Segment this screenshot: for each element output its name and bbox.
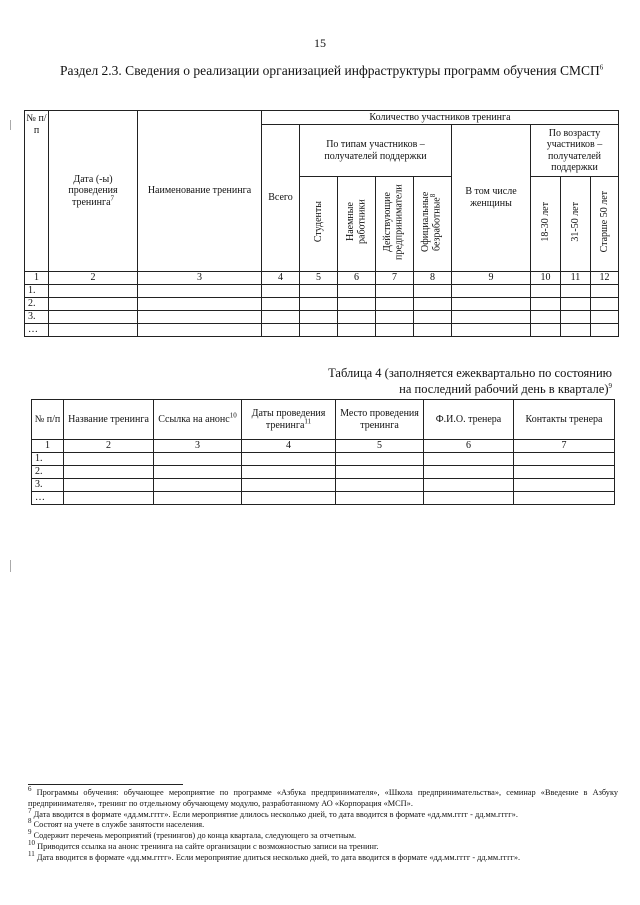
footnote: $^{10}$ Приводится ссылка на анонс тренинга на сайте организации с возможностью записи на тренинг. (28, 839, 379, 851)
empty-cell[interactable] (561, 323, 591, 336)
header-students: Студенты (300, 177, 338, 272)
table-row (25, 297, 619, 310)
empty-cell[interactable] (514, 479, 615, 492)
row-number: 1. (25, 284, 49, 297)
empty-cell[interactable] (591, 310, 619, 323)
empty-cell[interactable] (561, 297, 591, 310)
row-number: 3. (32, 479, 64, 492)
row-number: … (32, 492, 64, 505)
empty-cell[interactable] (424, 453, 514, 466)
empty-cell[interactable] (591, 297, 619, 310)
empty-cell[interactable] (336, 492, 424, 505)
row-number: 3. (25, 310, 49, 323)
table-row (32, 492, 615, 505)
empty-cell[interactable] (591, 323, 619, 336)
table-row (25, 284, 619, 297)
empty-cell[interactable] (338, 297, 376, 310)
empty-cell[interactable] (338, 323, 376, 336)
table-row (32, 466, 615, 479)
row-number: 1. (32, 453, 64, 466)
trainings-schedule-table (31, 399, 615, 505)
column-number: 4 (242, 440, 336, 453)
empty-cell[interactable] (64, 453, 154, 466)
empty-cell[interactable] (336, 453, 424, 466)
empty-cell[interactable] (262, 310, 300, 323)
scan-mark (10, 120, 11, 130)
row-number: 2. (32, 466, 64, 479)
header-age-18-30: 18-30 лет (531, 177, 561, 272)
empty-cell[interactable] (336, 479, 424, 492)
footnote: $^{11}$ Дата вводится в формате «дд.мм.гггг». Если мероприятие длиться несколько дней, то дата вводится в формате «дд.мм.гггг - дд.мм.гггг». (28, 849, 521, 862)
empty-cell[interactable] (531, 297, 561, 310)
footnote: $^8$ Состоят на учете в службе занятости населения. (28, 817, 205, 830)
empty-cell[interactable] (154, 466, 242, 479)
empty-cell[interactable] (531, 323, 561, 336)
header-num: № п/п (32, 400, 64, 440)
empty-cell[interactable] (452, 323, 531, 336)
empty-cell[interactable] (64, 479, 154, 492)
table4-caption-footnote-mark: 9 (608, 381, 612, 390)
empty-cell[interactable] (154, 453, 242, 466)
table4-caption (300, 366, 612, 397)
empty-cell[interactable] (376, 284, 414, 297)
empty-cell[interactable] (49, 310, 138, 323)
column-number: 10 (531, 271, 561, 284)
empty-cell[interactable] (138, 310, 262, 323)
empty-cell[interactable] (376, 310, 414, 323)
header-age-31-50: 31-50 лет (561, 177, 591, 272)
page-number: 15 (314, 36, 326, 50)
column-number: 5 (300, 271, 338, 284)
footnote: $^6$ Программы обучения: обучающее мероприятие по программе «Азбука предпринимателя», «Школа предпринимательства», семинар «Введение в Азбуку предпринимателя», тренинг по отдельному обучающему модулю, разработанному АО «Корпорация «МСП». (28, 785, 619, 808)
header-employees: Наемные работники (338, 177, 376, 272)
header-unemployed: Официальные безработные$^8$ (414, 177, 452, 272)
empty-cell[interactable] (138, 297, 262, 310)
empty-cell[interactable] (154, 479, 242, 492)
empty-cell[interactable] (424, 492, 514, 505)
empty-cell[interactable] (514, 453, 615, 466)
empty-cell[interactable] (242, 479, 336, 492)
header-trainer: Ф.И.О. тренера (424, 400, 514, 440)
column-number: 4 (262, 271, 300, 284)
header-by-type: По типам участников – получателей поддержки (300, 125, 452, 177)
empty-cell[interactable] (262, 323, 300, 336)
table-row (25, 310, 619, 323)
empty-cell[interactable] (300, 310, 338, 323)
column-number: 6 (338, 271, 376, 284)
column-number-row (32, 440, 615, 453)
empty-cell[interactable] (424, 466, 514, 479)
empty-cell[interactable] (300, 323, 338, 336)
column-number: 1 (32, 440, 64, 453)
table4-caption-line2: на последний рабочий день в квартале)$^9$ (399, 381, 612, 396)
table-row (32, 479, 615, 492)
empty-cell[interactable] (452, 310, 531, 323)
scan-mark (10, 560, 11, 572)
header-num: № п/ п (25, 111, 49, 272)
table-row (32, 453, 615, 466)
empty-cell[interactable] (300, 284, 338, 297)
empty-cell[interactable] (376, 297, 414, 310)
section-title-text: Раздел 2.3. Сведения о реализации организацией инфраструктуры программ обучения СМСП (60, 63, 600, 78)
header-contacts: Контакты тренера (514, 400, 615, 440)
section-title-footnote-mark: 6 (599, 63, 604, 72)
empty-cell[interactable] (338, 310, 376, 323)
column-number: 11 (561, 271, 591, 284)
header-total: Всего (262, 125, 300, 272)
empty-cell[interactable] (452, 284, 531, 297)
column-number: 5 (336, 440, 424, 453)
empty-cell[interactable] (338, 284, 376, 297)
header-dates: Даты проведения тренинга$^{11}$ (242, 400, 336, 440)
header-participants: Количество участников тренинга (262, 111, 619, 125)
header-link: Ссылка на анонс$^{10}$ (154, 400, 242, 440)
empty-cell[interactable] (561, 310, 591, 323)
empty-cell[interactable] (262, 284, 300, 297)
header-age-50-plus: Старше 50 лет (591, 177, 619, 272)
column-number: 3 (154, 440, 242, 453)
empty-cell[interactable] (424, 479, 514, 492)
empty-cell[interactable] (138, 323, 262, 336)
empty-cell[interactable] (300, 297, 338, 310)
training-infrastructure-table (24, 110, 619, 337)
empty-cell[interactable] (64, 492, 154, 505)
empty-cell[interactable] (414, 323, 452, 336)
row-number: 2. (25, 297, 49, 310)
empty-cell[interactable] (64, 466, 154, 479)
empty-cell[interactable] (154, 492, 242, 505)
empty-cell[interactable] (514, 466, 615, 479)
column-number: 8 (414, 271, 452, 284)
column-number: 1 (25, 271, 49, 284)
section-title (60, 63, 620, 79)
empty-cell[interactable] (591, 284, 619, 297)
footnote: $^7$ Дата вводится в формате «дд.мм.гггг». Если мероприятие длилось несколько дней, то дата вводится в формате «дд.мм.гггг - дд.мм.гггг». (28, 806, 518, 819)
footnotes (28, 785, 619, 863)
empty-cell[interactable] (514, 492, 615, 505)
empty-cell[interactable] (49, 323, 138, 336)
empty-cell[interactable] (531, 284, 561, 297)
empty-cell[interactable] (414, 310, 452, 323)
footnote-rule (28, 784, 183, 785)
column-number: 7 (376, 271, 414, 284)
column-number: 6 (424, 440, 514, 453)
empty-cell[interactable] (336, 466, 424, 479)
empty-cell[interactable] (414, 297, 452, 310)
empty-cell[interactable] (262, 297, 300, 310)
empty-cell[interactable] (242, 453, 336, 466)
empty-cell[interactable] (531, 310, 561, 323)
empty-cell[interactable] (414, 284, 452, 297)
header-place: Место проведения тренинга (336, 400, 424, 440)
empty-cell[interactable] (138, 284, 262, 297)
empty-cell[interactable] (242, 466, 336, 479)
header-women: В том числе женщины (452, 125, 531, 272)
column-number-row (25, 271, 619, 284)
header-date: Дата (-ы) проведения тренинга$^7$ (49, 111, 138, 272)
column-number: 7 (514, 440, 615, 453)
empty-cell[interactable] (452, 297, 531, 310)
header-training-name: Название тренинга (64, 400, 154, 440)
column-number: 3 (138, 271, 262, 284)
column-number: 9 (452, 271, 531, 284)
header-by-age: По возрасту участников – получателей поддержки (531, 125, 619, 177)
header-entrepreneurs: Действующие предприниматели (376, 177, 414, 272)
empty-cell[interactable] (49, 297, 138, 310)
footnote: $^9$ Содержит перечень мероприятий (тренингов) до конца квартала, следующего за отчетным. (28, 828, 357, 841)
empty-cell[interactable] (49, 284, 138, 297)
empty-cell[interactable] (376, 323, 414, 336)
header-training-name: Наименование тренинга (138, 111, 262, 272)
empty-cell[interactable] (561, 284, 591, 297)
row-number: … (25, 323, 49, 336)
table4-caption-line1: Таблица 4 (заполняется ежеквартально по состоянию (328, 366, 612, 380)
column-number: 2 (64, 440, 154, 453)
empty-cell[interactable] (242, 492, 336, 505)
column-number: 2 (49, 271, 138, 284)
table-row (25, 323, 619, 336)
column-number: 12 (591, 271, 619, 284)
